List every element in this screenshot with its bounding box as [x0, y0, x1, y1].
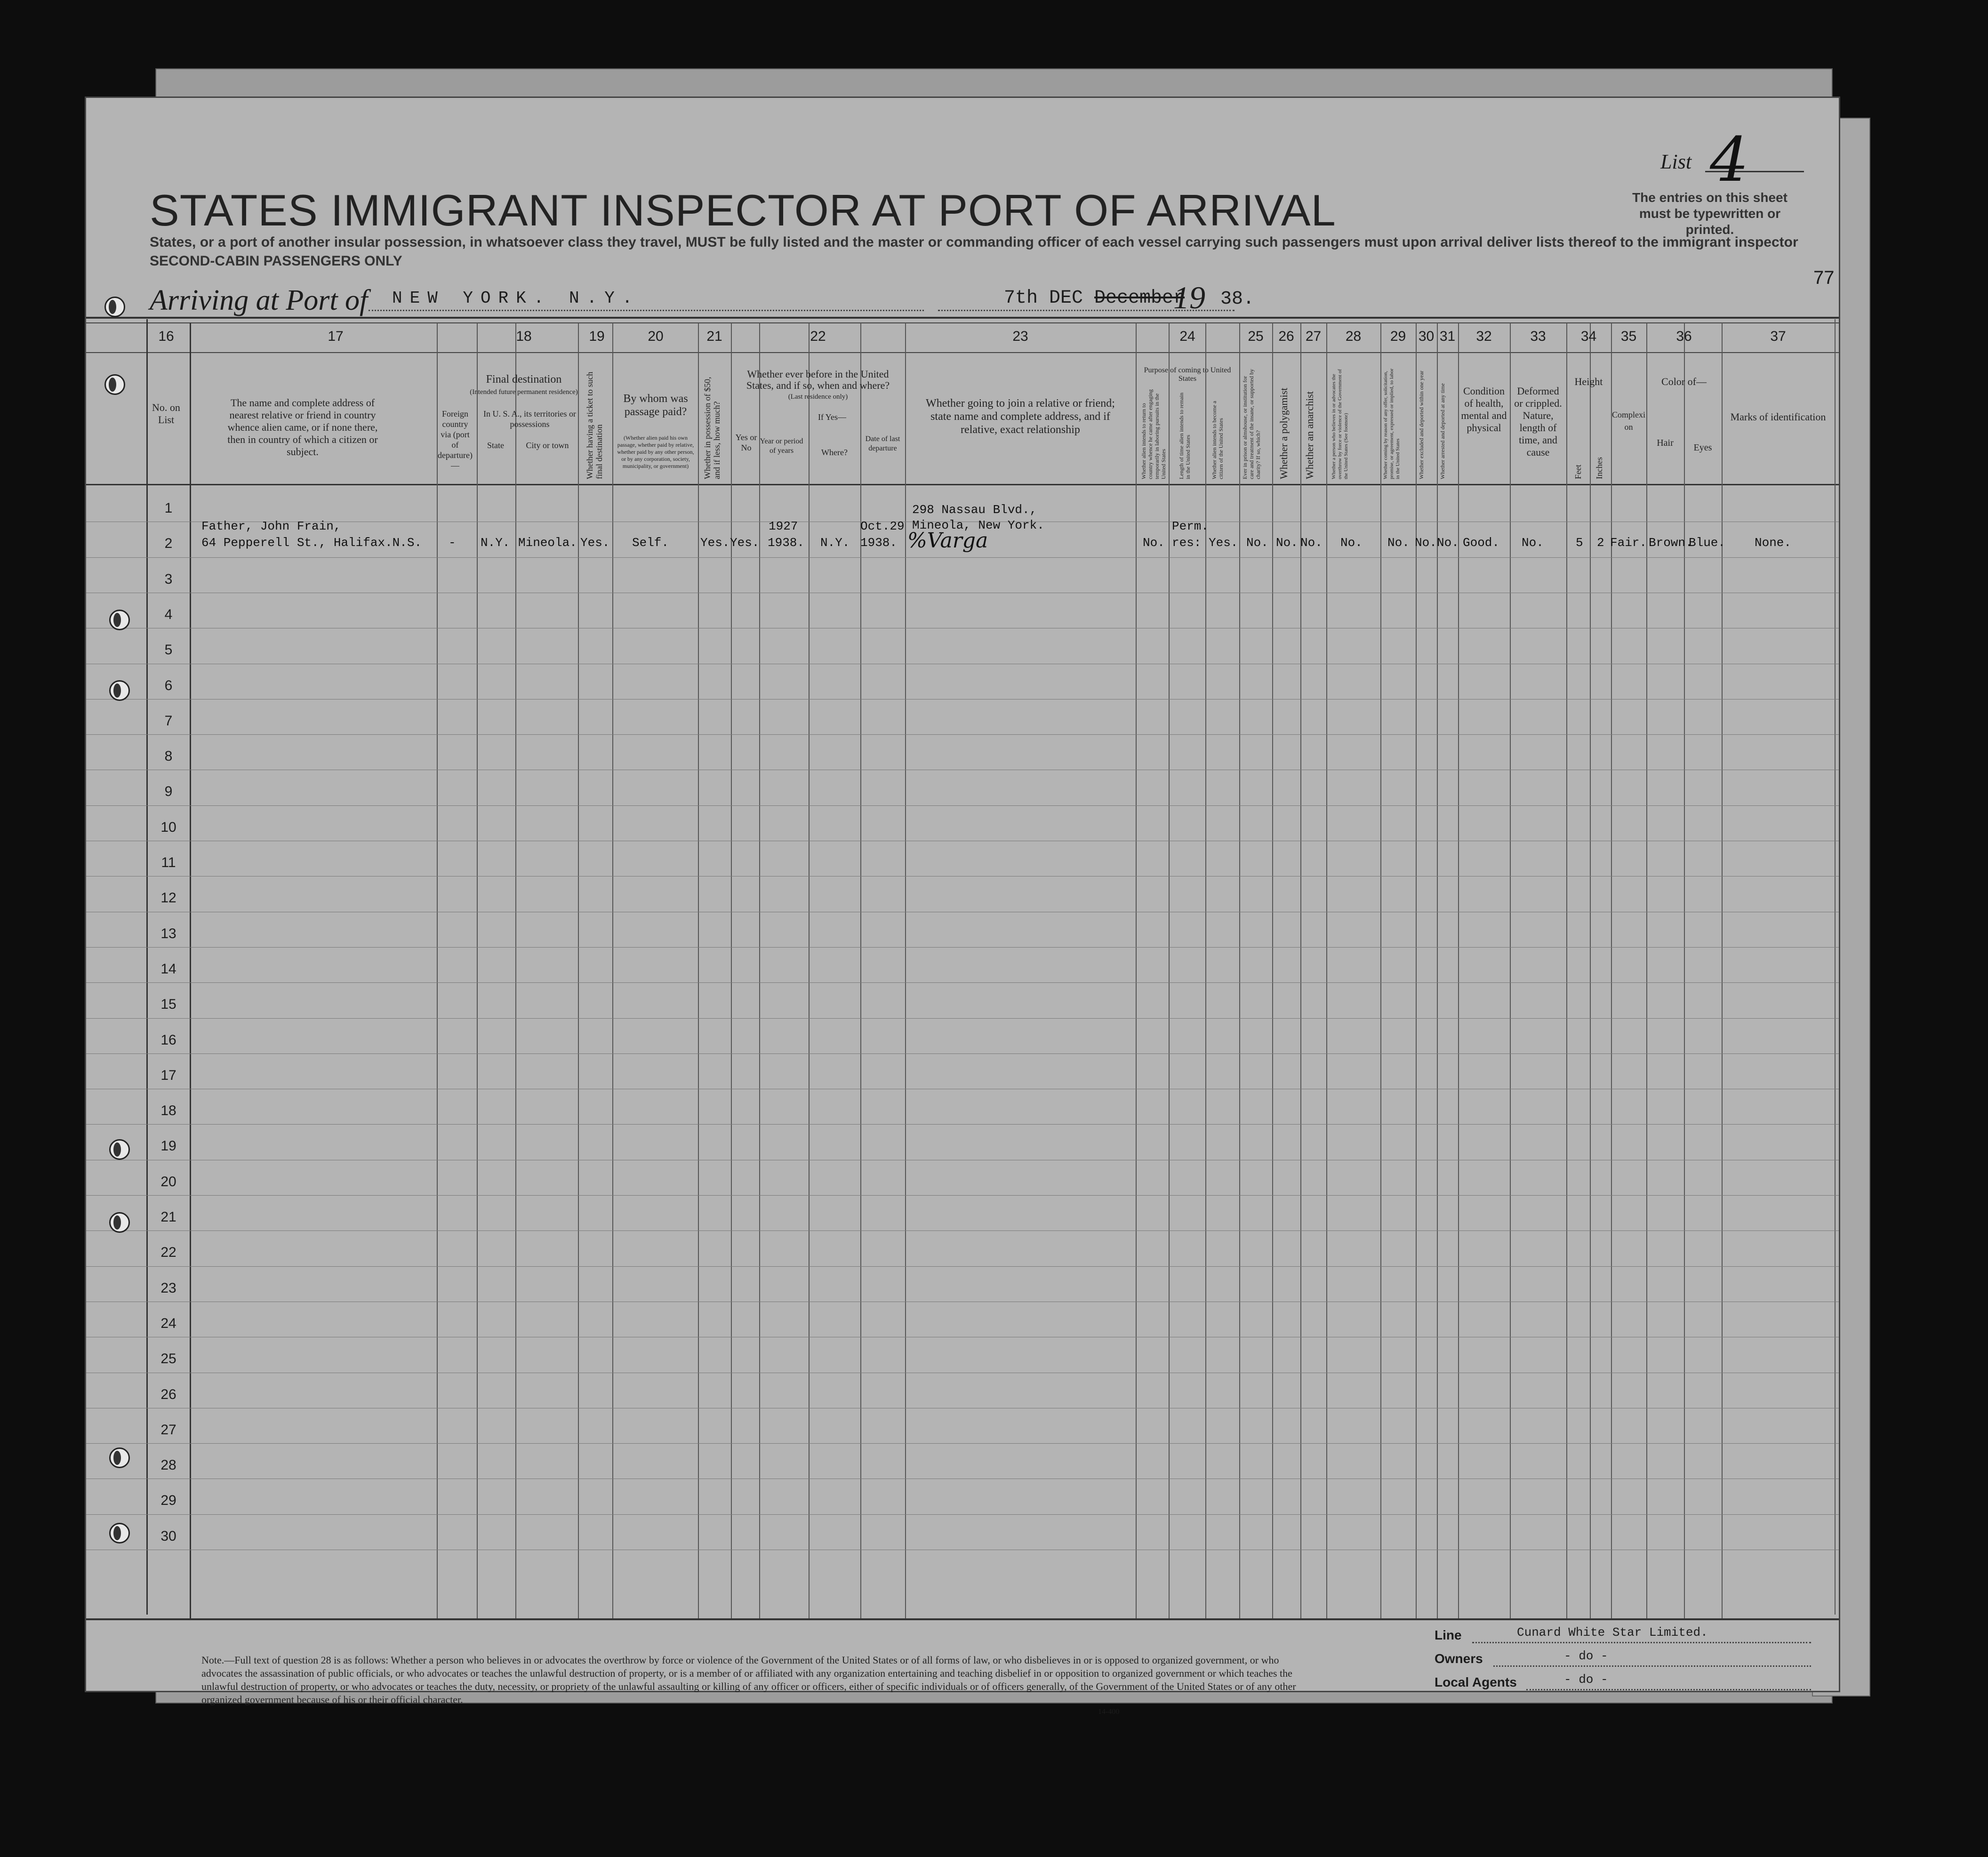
owners-label: Owners [1435, 1651, 1483, 1666]
row-number: 23 [160, 1280, 176, 1296]
port-underline [369, 310, 924, 311]
header-marks: Marks of identification [1730, 411, 1826, 423]
row-rule [86, 805, 1839, 806]
row-rule [86, 1195, 1839, 1196]
entry1-inches: 2 [1597, 536, 1604, 550]
header-inches: Inches [1595, 457, 1604, 479]
entry1-hair: Brown. [1649, 536, 1693, 550]
entry1-city: Mineola. [518, 536, 577, 550]
line-value: Cunard White Star Limited. [1517, 1625, 1708, 1640]
row-rule [86, 557, 1839, 558]
row-number: 10 [160, 819, 176, 835]
row-number: 24 [160, 1315, 176, 1331]
header-year-period: Year or period of years [760, 437, 803, 455]
header-usa: In U. S. A., its territories or possessions [483, 409, 576, 429]
column-rule [1510, 323, 1511, 1618]
column-rule [1416, 323, 1417, 1618]
header-yes-no: Yes or No [735, 433, 757, 452]
header-last-departure: Date of last departure [865, 435, 900, 452]
entry1-join-line1: 298 Nassau Blvd., [912, 503, 1037, 517]
punch-hole [109, 1523, 130, 1543]
row-rule [86, 734, 1839, 735]
column-rule [759, 323, 760, 1618]
arriving-label: Arriving at Port of [150, 284, 368, 316]
row-number: 3 [164, 571, 173, 587]
colnum-20: 20 [648, 329, 664, 344]
year-prefix: 19 [1173, 280, 1205, 315]
column-rule [1136, 323, 1137, 1618]
colnum-18: 18 [516, 329, 532, 344]
entry1-fifty-dollars: Yes. [700, 536, 730, 550]
entry1-overthrow: No. [1340, 536, 1363, 550]
row-number: 20 [160, 1174, 176, 1190]
entry1-labor-offer: No. [1387, 536, 1410, 550]
row-rule [86, 1443, 1839, 1444]
owners-value: - do - [1564, 1649, 1608, 1663]
column-rule [1239, 323, 1240, 1618]
row-number: 18 [160, 1103, 176, 1119]
header-eyes: Eyes [1693, 442, 1712, 453]
colnum-31: 31 [1439, 329, 1456, 344]
header-if-yes: If Yes— [818, 412, 846, 422]
entry1-prison: No. [1246, 536, 1268, 550]
row-number: 21 [160, 1209, 176, 1225]
header-height: Height [1574, 376, 1603, 387]
entry1-length-stay-2: res: [1172, 536, 1202, 550]
entry1-relative-line2: 64 Pepperell St., Halifax.N.S. [201, 536, 422, 550]
row-number: 13 [160, 925, 176, 941]
colnum-16: 16 [158, 329, 174, 344]
header-health: Condition of health, mental and physical [1461, 385, 1507, 434]
entry1-state: N.Y. [481, 536, 510, 550]
header-excluded: Whether excluded and deported within one year [1418, 370, 1425, 479]
header-complexion: Complexion [1612, 410, 1645, 432]
agents-underline [1526, 1689, 1811, 1690]
column-rule [698, 323, 699, 1618]
owners-underline [1493, 1665, 1811, 1667]
header-join-relative: Whether going to join a relative or friend; state name and complete address, and if relative, exact relationship [926, 397, 1115, 436]
row-rule [86, 1514, 1839, 1515]
year-suffix: 38. [1220, 289, 1255, 310]
column-rule [905, 323, 906, 1618]
row-rule [86, 982, 1839, 983]
column-rule [1272, 323, 1273, 1618]
column-rule [190, 323, 191, 1618]
column-rule [1458, 323, 1459, 1618]
punch-hole [109, 1447, 130, 1468]
header-city: City or town [526, 441, 569, 450]
header-purpose-return: Whether alien intends to return to country whence he came after engaging temporarily in laboring pursuits in the United States [1140, 389, 1167, 479]
header-bottom-rule [86, 484, 1839, 485]
column-rule [1205, 323, 1206, 1618]
row-number: 8 [164, 748, 173, 764]
colnum-21: 21 [706, 329, 722, 344]
colnum-17: 17 [328, 329, 344, 344]
punch-hole [104, 297, 125, 317]
page-number: 77 [1813, 267, 1835, 288]
header-before-in-us-sub: (Last residence only) [788, 393, 848, 401]
header-anarchist: Whether an anarchist [1304, 391, 1315, 479]
colnum-28: 28 [1345, 329, 1362, 344]
date-stamp: 7th DEC [1004, 288, 1095, 309]
row-number: 7 [164, 713, 173, 729]
entry1-eyes: Blue. [1689, 536, 1726, 550]
colnum-32: 32 [1476, 329, 1492, 344]
column-rule [860, 323, 861, 1618]
header-purpose: Purpose of coming to United States [1144, 366, 1231, 383]
column-rule [1380, 323, 1381, 1618]
date-struck: December [1094, 288, 1185, 309]
row-number: 22 [160, 1245, 176, 1261]
header-before-in-us: Whether ever before in the United States, and if so, when and where? [746, 368, 890, 391]
column-rule [612, 323, 613, 1618]
entry1-deformed: No. [1522, 536, 1544, 550]
colnum-29: 29 [1390, 329, 1406, 344]
colnum-34: 34 [1580, 329, 1597, 344]
row-number: 9 [164, 784, 173, 800]
row-rule [86, 1053, 1839, 1054]
header-polygamist: Whether a polygamist [1278, 387, 1290, 479]
header-final-destination: Final destination [486, 373, 562, 386]
row-number: 2 [164, 536, 173, 552]
colnum-35: 35 [1620, 329, 1637, 344]
entry1-complexion: Fair. [1610, 536, 1647, 550]
row-number: 4 [164, 606, 173, 622]
row-number: 12 [160, 890, 176, 906]
entry1-length-stay-1: Perm. [1172, 519, 1209, 533]
header-no-on-list: No. on List [152, 402, 180, 426]
colnum-19: 19 [589, 329, 605, 344]
row-number: 28 [160, 1457, 176, 1473]
colnum-37: 37 [1770, 329, 1786, 344]
row-number: 17 [160, 1067, 176, 1083]
row-number: 19 [160, 1138, 176, 1154]
column-rule [1684, 323, 1685, 1618]
entry1-deported: No. [1437, 536, 1459, 550]
column-rule [1326, 323, 1327, 1618]
row-number: 5 [164, 642, 173, 658]
entry1-polygamist: No. [1276, 536, 1298, 550]
punch-hole [109, 1212, 130, 1233]
column-rule [578, 323, 579, 1618]
entry1-excluded: No. [1415, 536, 1437, 550]
entry1-foreign-port: - [449, 536, 456, 550]
entry1-last-departure-1: Oct.29 [860, 519, 905, 533]
table-bottom-rule [86, 1618, 1839, 1620]
row-number: 26 [160, 1386, 176, 1402]
colnum-30: 30 [1418, 329, 1435, 344]
entry1-relative-line1: Father, John Frain, [201, 519, 341, 533]
footnote-question-28: Note.—Full text of question 28 is as follows: Whether a person who believes in or advocates the overthrow by force or violence of the Government of the United States or of all forms of law, or who disbelieves in or is opposed to organized government, or who advocates the assassination of public officials, or who advocates or teaches the unlawful destruction of property, or is a member of or affiliated with any organization entertaining and teaching disbelief in or opposition to organized government or which teaches the unlawful destruction of property, or who advocates or teaches the duty, necessity, or propriety of the unlawful assaulting or killing of any officer or officers, either of specific individuals or of officers generally, of the Government of the United States or of any other organized government because of his or their official character. [201, 1654, 1296, 1705]
row-number: 11 [161, 855, 176, 870]
column-rule [1646, 323, 1647, 1618]
header-overthrow: Whether a person who believes in or advocates the overthrow by force or violence of the Government of the United States (See footnote) [1331, 369, 1349, 479]
header-feet: Feet [1573, 465, 1583, 479]
column-rule [515, 323, 516, 1618]
row-number: 1 [164, 500, 173, 516]
arrival-date [1004, 288, 1185, 309]
header-foreign-country: Foreign country via (port of departure)— [438, 409, 473, 470]
row-rule [86, 1018, 1839, 1019]
line-label: Line [1435, 1628, 1462, 1642]
entry1-health: Good. [1463, 536, 1500, 550]
header-prison: Ever in prison or almshouse, or institution for care and treatment of the insane, or supported by charity? If so, which? [1242, 369, 1261, 479]
form-code: 14-400 [1098, 1708, 1120, 1716]
colnum-36: 36 [1676, 329, 1692, 344]
header-final-destination-sub: (Intended future permanent residence) [470, 388, 578, 396]
list-label: List [1660, 150, 1692, 173]
header-purpose-length: Length of time alien intends to remain in the United States [1178, 393, 1191, 479]
table-top-rule-2 [86, 322, 1839, 323]
entry1-last-departure-2: 1938. [860, 536, 898, 550]
column-rule [1611, 323, 1612, 1618]
entry1-return-intent: No. [1143, 536, 1165, 550]
row-rule [86, 1266, 1839, 1267]
entry1-join-signature: %Varga [907, 529, 988, 553]
row-number: 6 [164, 677, 173, 693]
colnum-rule [86, 352, 1839, 353]
row-rule [86, 947, 1839, 948]
column-rule [1300, 323, 1301, 1618]
column-rule [809, 323, 810, 1618]
header-passage-paid-sub: (Whether alien paid his own passage, whether paid by relative, whether paid by any other person, or by any corporation, society, municipality, or government) [617, 434, 694, 469]
agents-label: Local Agents [1435, 1675, 1517, 1689]
header-fifty-dollars: Whether in possession of $50, and if less, how much? [703, 377, 721, 479]
column-rule [146, 319, 148, 1615]
colnum-33: 33 [1530, 329, 1546, 344]
column-rule [1590, 323, 1591, 1618]
header-hair: Hair [1657, 438, 1674, 448]
colnum-22: 22 [810, 329, 826, 344]
punch-hole [109, 680, 130, 701]
header-passage-paid: By whom was passage paid? [623, 393, 688, 418]
punch-hole [109, 610, 130, 630]
typewritten-notice: The entries on this sheet must be typewritten or printed. [1632, 190, 1788, 237]
row-rule [86, 1230, 1839, 1231]
row-number: 14 [160, 961, 176, 977]
entry1-citizen-intent: Yes. [1209, 536, 1238, 550]
punch-hole [104, 374, 125, 395]
colnum-23: 23 [1012, 329, 1028, 344]
header-relative: The name and complete address of nearest relative or friend in country whence alien came, or if none there, then in country of which a citizen or subject. [227, 397, 378, 458]
manifest-sheet [85, 96, 1840, 1716]
punch-hole [109, 1139, 130, 1160]
colnum-26: 26 [1278, 329, 1294, 344]
colnum-27: 27 [1305, 329, 1322, 344]
header-ticket: Whether having a ticket to such final destination [585, 371, 604, 479]
entry1-years-1: 1927 [769, 519, 798, 533]
column-rule [1722, 323, 1723, 1618]
row-number: 29 [160, 1493, 176, 1509]
colnum-24: 24 [1179, 329, 1195, 344]
page-title: STATES IMMIGRANT INSPECTOR AT PORT OF ARRIVAL [150, 185, 1336, 235]
header-deported: Whether arrested and deported at any time [1439, 383, 1446, 479]
row-number: 30 [160, 1528, 176, 1544]
column-rule [477, 323, 478, 1618]
agents-value: - do - [1564, 1672, 1608, 1687]
entry1-feet: 5 [1576, 536, 1583, 550]
entry1-years-2: 1938. [768, 536, 805, 550]
entry1-marks: None. [1755, 536, 1792, 550]
row-number: 16 [160, 1032, 176, 1048]
entry1-before-in-us: Yes. [730, 536, 760, 550]
list-number: 4 [1710, 124, 1749, 195]
port-value: NEW YORK. N.Y. [392, 289, 640, 308]
column-rule [1835, 319, 1836, 1615]
row-rule [86, 1124, 1839, 1125]
colnum-25: 25 [1248, 329, 1264, 344]
row-number: 25 [160, 1351, 176, 1367]
header-where: Where? [821, 448, 848, 457]
entry1-passage-paid: Self. [632, 536, 669, 550]
column-rule [437, 323, 438, 1618]
entry1-where: N.Y. [820, 536, 850, 550]
table-top-rule [86, 317, 1839, 319]
line-underline [1472, 1642, 1811, 1643]
header-state: State [487, 441, 504, 450]
header-labor-offer: Whether coming by reason of any offer, solicitation, promise, or agreement, expressed or implied, to labor in the United States [1383, 368, 1401, 479]
column-rule [1437, 323, 1438, 1618]
column-rule [731, 323, 732, 1618]
row-number: 27 [160, 1422, 176, 1438]
header-color: Color of— [1661, 376, 1707, 387]
header-deformed: Deformed or crippled. Nature, length of time, and cause [1514, 385, 1562, 458]
entry1-ticket: Yes. [580, 536, 610, 550]
row-number: 15 [160, 997, 176, 1013]
column-rule [1169, 323, 1170, 1618]
entry1-anarchist: No. [1300, 536, 1323, 550]
header-purpose-citizen: Whether alien intends to become a citizen of the United States [1211, 401, 1224, 479]
class-line: SECOND-CABIN PASSENGERS ONLY [150, 253, 402, 269]
column-rule [1566, 323, 1567, 1618]
page-subtitle: States, or a port of another insular possession, in whatsoever class they travel, MUST be fully listed and the master or commanding officer of each vessel carrying such passengers must upon arrival deliver lists thereof to the immigrant inspector [150, 234, 1798, 250]
entry1-join-line2: Mineola, New York. [912, 518, 1044, 532]
